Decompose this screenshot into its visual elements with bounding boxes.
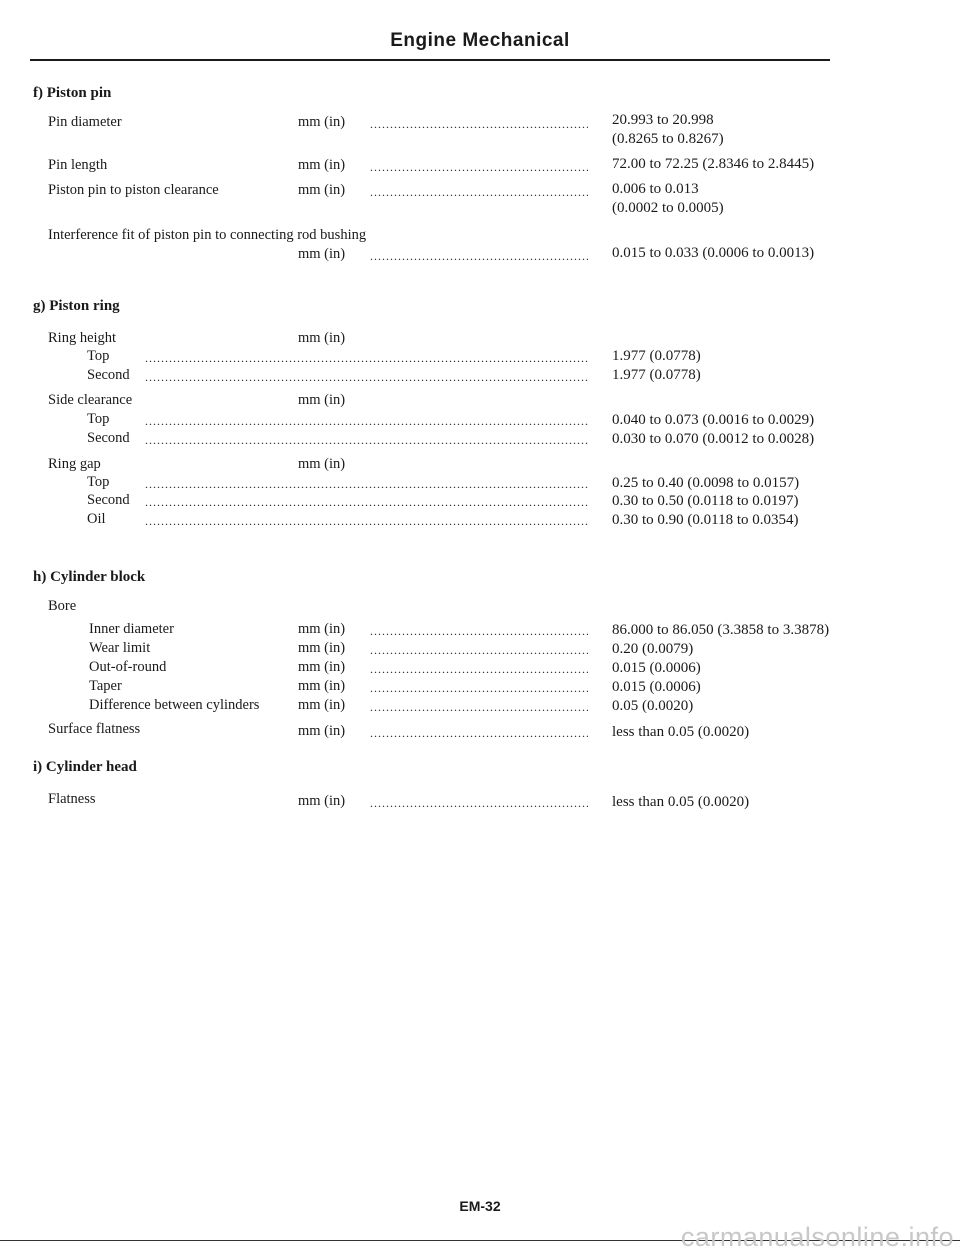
leader-dots — [370, 249, 588, 264]
spec-label: Surface flatness — [48, 721, 141, 737]
spec-unit: mm (in) — [298, 330, 346, 346]
section-heading-cylinder-head: i) Cylinder head — [33, 759, 137, 775]
spec-unit: mm (in) — [298, 697, 346, 713]
spec-value: 0.015 (0.0006) — [612, 679, 701, 695]
spec-value: 0.30 to 0.50 (0.0118 to 0.0197) — [612, 493, 799, 509]
spec-sublabel: Top — [87, 474, 110, 490]
spec-value: 0.20 (0.0079) — [612, 641, 694, 657]
spec-value: 20.993 to 20.998 — [612, 112, 714, 128]
spec-value: less than 0.05 (0.0020) — [612, 794, 750, 810]
section-heading-cylinder-block: h) Cylinder block — [33, 569, 146, 585]
spec-label: Interference fit of piston pin to connecting rod bushing — [48, 227, 367, 243]
leader-dots — [370, 185, 588, 200]
spec-unit: mm (in) — [298, 114, 346, 130]
spec-sublabel: Second — [87, 492, 130, 508]
spec-value: 0.30 to 0.90 (0.0118 to 0.0354) — [612, 512, 799, 528]
spec-sublabel: Taper — [89, 678, 122, 694]
spec-label: Bore — [48, 598, 77, 614]
spec-value: 1.977 (0.0778) — [612, 348, 701, 364]
spec-unit: mm (in) — [298, 456, 346, 472]
spec-value: 0.015 to 0.033 (0.0006 to 0.0013) — [612, 245, 815, 261]
spec-value: 0.040 to 0.073 (0.0016 to 0.0029) — [612, 412, 815, 428]
leader-dots — [370, 662, 588, 677]
spec-label: Pin diameter — [48, 114, 122, 130]
spec-label: Piston pin to piston clearance — [48, 182, 219, 198]
spec-sublabel: Top — [87, 348, 110, 364]
spec-sublabel: Top — [87, 411, 110, 427]
spec-unit: mm (in) — [298, 793, 346, 809]
page-title: Engine Mechanical — [390, 30, 570, 51]
spec-unit: mm (in) — [298, 392, 346, 408]
spec-value: (0.0002 to 0.0005) — [612, 200, 724, 216]
leader-dots — [370, 117, 588, 132]
section-heading-piston-pin: f) Piston pin — [33, 85, 112, 101]
spec-value: less than 0.05 (0.0020) — [612, 724, 750, 740]
spec-sublabel: Wear limit — [89, 640, 151, 656]
leader-dots — [145, 477, 588, 492]
watermark: carmanualsonline.info — [680, 1222, 954, 1252]
spec-unit: mm (in) — [298, 723, 346, 739]
spec-unit: mm (in) — [298, 659, 346, 675]
leader-dots — [145, 370, 588, 385]
spec-label: Pin length — [48, 157, 108, 173]
leader-dots — [370, 643, 588, 658]
spec-unit: mm (in) — [298, 621, 346, 637]
spec-label: Flatness — [48, 791, 96, 807]
page-number: EM-32 — [459, 1198, 501, 1214]
spec-unit: mm (in) — [298, 640, 346, 656]
leader-dots — [145, 514, 588, 529]
spec-value: 0.25 to 0.40 (0.0098 to 0.0157) — [612, 475, 800, 491]
spec-label: Ring gap — [48, 456, 101, 472]
spec-sublabel: Inner diameter — [89, 621, 174, 637]
spec-value: 1.977 (0.0778) — [612, 367, 701, 383]
spec-sublabel: Difference between cylinders — [89, 697, 260, 713]
spec-unit: mm (in) — [298, 246, 346, 262]
leader-dots — [370, 796, 588, 811]
spec-unit: mm (in) — [298, 678, 346, 694]
leader-dots — [145, 433, 588, 448]
spec-value: 86.000 to 86.050 (3.3858 to 3.3878) — [612, 622, 830, 638]
spec-value: 0.030 to 0.070 (0.0012 to 0.0028) — [612, 431, 815, 447]
leader-dots — [370, 681, 588, 696]
spec-unit: mm (in) — [298, 157, 346, 173]
spec-value: 72.00 to 72.25 (2.8346 to 2.8445) — [612, 156, 815, 172]
spec-sublabel: Second — [87, 430, 130, 446]
leader-dots — [145, 495, 588, 510]
leader-dots — [370, 700, 588, 715]
section-heading-piston-ring: g) Piston ring — [33, 298, 120, 314]
spec-label: Ring height — [48, 330, 117, 346]
leader-dots — [145, 351, 588, 366]
header-divider — [30, 59, 830, 61]
spec-value: (0.8265 to 0.8267) — [612, 131, 724, 147]
spec-value: 0.015 (0.0006) — [612, 660, 701, 676]
spec-unit: mm (in) — [298, 182, 346, 198]
spec-sublabel: Oil — [87, 511, 106, 527]
leader-dots — [370, 160, 588, 175]
spec-value: 0.006 to 0.013 — [612, 181, 699, 197]
leader-dots — [370, 726, 588, 741]
spec-label: Side clearance — [48, 392, 133, 408]
leader-dots — [370, 624, 588, 639]
spec-sublabel: Out-of-round — [89, 659, 167, 675]
leader-dots — [145, 414, 588, 429]
spec-sublabel: Second — [87, 367, 130, 383]
spec-value: 0.05 (0.0020) — [612, 698, 694, 714]
